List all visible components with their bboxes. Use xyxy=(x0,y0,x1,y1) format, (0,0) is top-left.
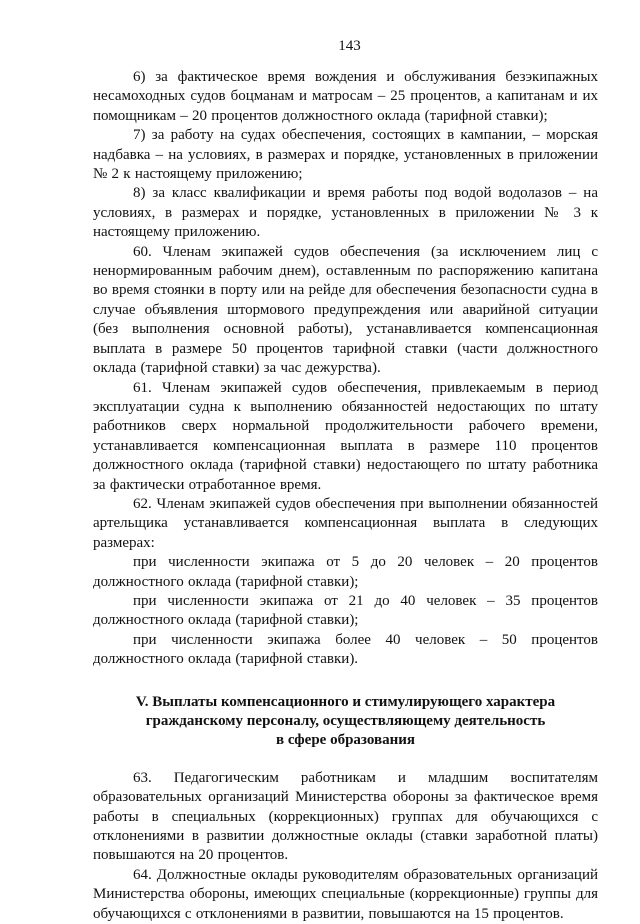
paragraph-62-item-2: при численности экипажа от 21 до 40 человек – 35 процентов должностного оклада (тарифной ставки); xyxy=(93,592,598,629)
paragraph-60: 60. Членам экипажей судов обеспечения (за исключением лиц с ненормированным рабочим днем), оставленным по распоряжению капитана во время стоянки в порту или на рейде для обеспечения безопасности судна в случае объявления штормового предупреждения или аварийной ситуации (без выполнения основной работы), устанавливается компенсационная выплата в размере 50 процентов тарифной ставки (части должностного оклада (тарифной ставки) за час дежурства). xyxy=(93,243,598,377)
paragraph-62-item-3: при численности экипажа более 40 человек – 50 процентов должностного оклада (тарифной ставки). xyxy=(93,631,598,668)
section-heading-line-2: гражданскому персоналу, осуществляющему деятельность xyxy=(145,713,546,729)
paragraph-6: 6) за фактическое время вождения и обслуживания безэкипажных несамоходных судов боцманам и матросам – 25 процентов, а капитанам и их помощникам – 20 процентов должностного оклада (тарифной ставки); xyxy=(93,69,598,124)
section-heading-line-3: в сфере образования xyxy=(275,732,415,749)
paragraph-63: 63. Педагогическим работникам и младшим воспитателям образовательных организаций Министерства обороны за фактическое время работы в специальных (коррекционных) группах для обучающихся с отклонениями в развитии должностные оклады (ставки заработной платы) повышаются на 20 процентов. xyxy=(93,769,598,864)
paragraph-8: 8) за класс квалификации и время работы под водой водолазов – на условиях, в размерах и порядке, установленных в приложении № 3 к настоящему приложению. xyxy=(93,185,598,241)
paragraph-61: 61. Членам экипажей судов обеспечения, привлекаемым в период эксплуатации судна к выполнению обязанностей недостающих по штату работников сверх нормальной продолжительности рабочего времени, устанавливается компенсационная выплата в размере 110 процентов должностного оклада (тарифной ставки) недостающего по штату работника за фактически отработанное время. xyxy=(93,379,598,493)
section-heading-line-1: V. Выплаты компенсационного и стимулирующего характера xyxy=(135,693,556,710)
paragraph-62-item-1: при численности экипажа от 5 до 20 человек – 20 процентов должностного оклада (тарифной ставки); xyxy=(93,554,598,590)
paragraph-62: 62. Членам экипажей судов обеспечения при выполнении обязанностей артельщика устанавливается компенсационная выплата в следующих размерах: xyxy=(93,495,598,551)
page-number: 143 xyxy=(338,38,361,54)
paragraph-7: 7) за работу на судах обеспечения, состоящих в кампании, – морская надбавка – на условиях, в размерах и порядке, установленных в приложении № 2 к настоящему приложению; xyxy=(93,127,598,183)
paragraph-64: 64. Должностные оклады руководителям образовательных организаций Министерства обороны, имеющих специальные (коррекционные) группы для обучающихся с отклонениями в развитии, повышаются на 15 процентов. xyxy=(93,866,598,922)
section-heading xyxy=(93,693,598,751)
